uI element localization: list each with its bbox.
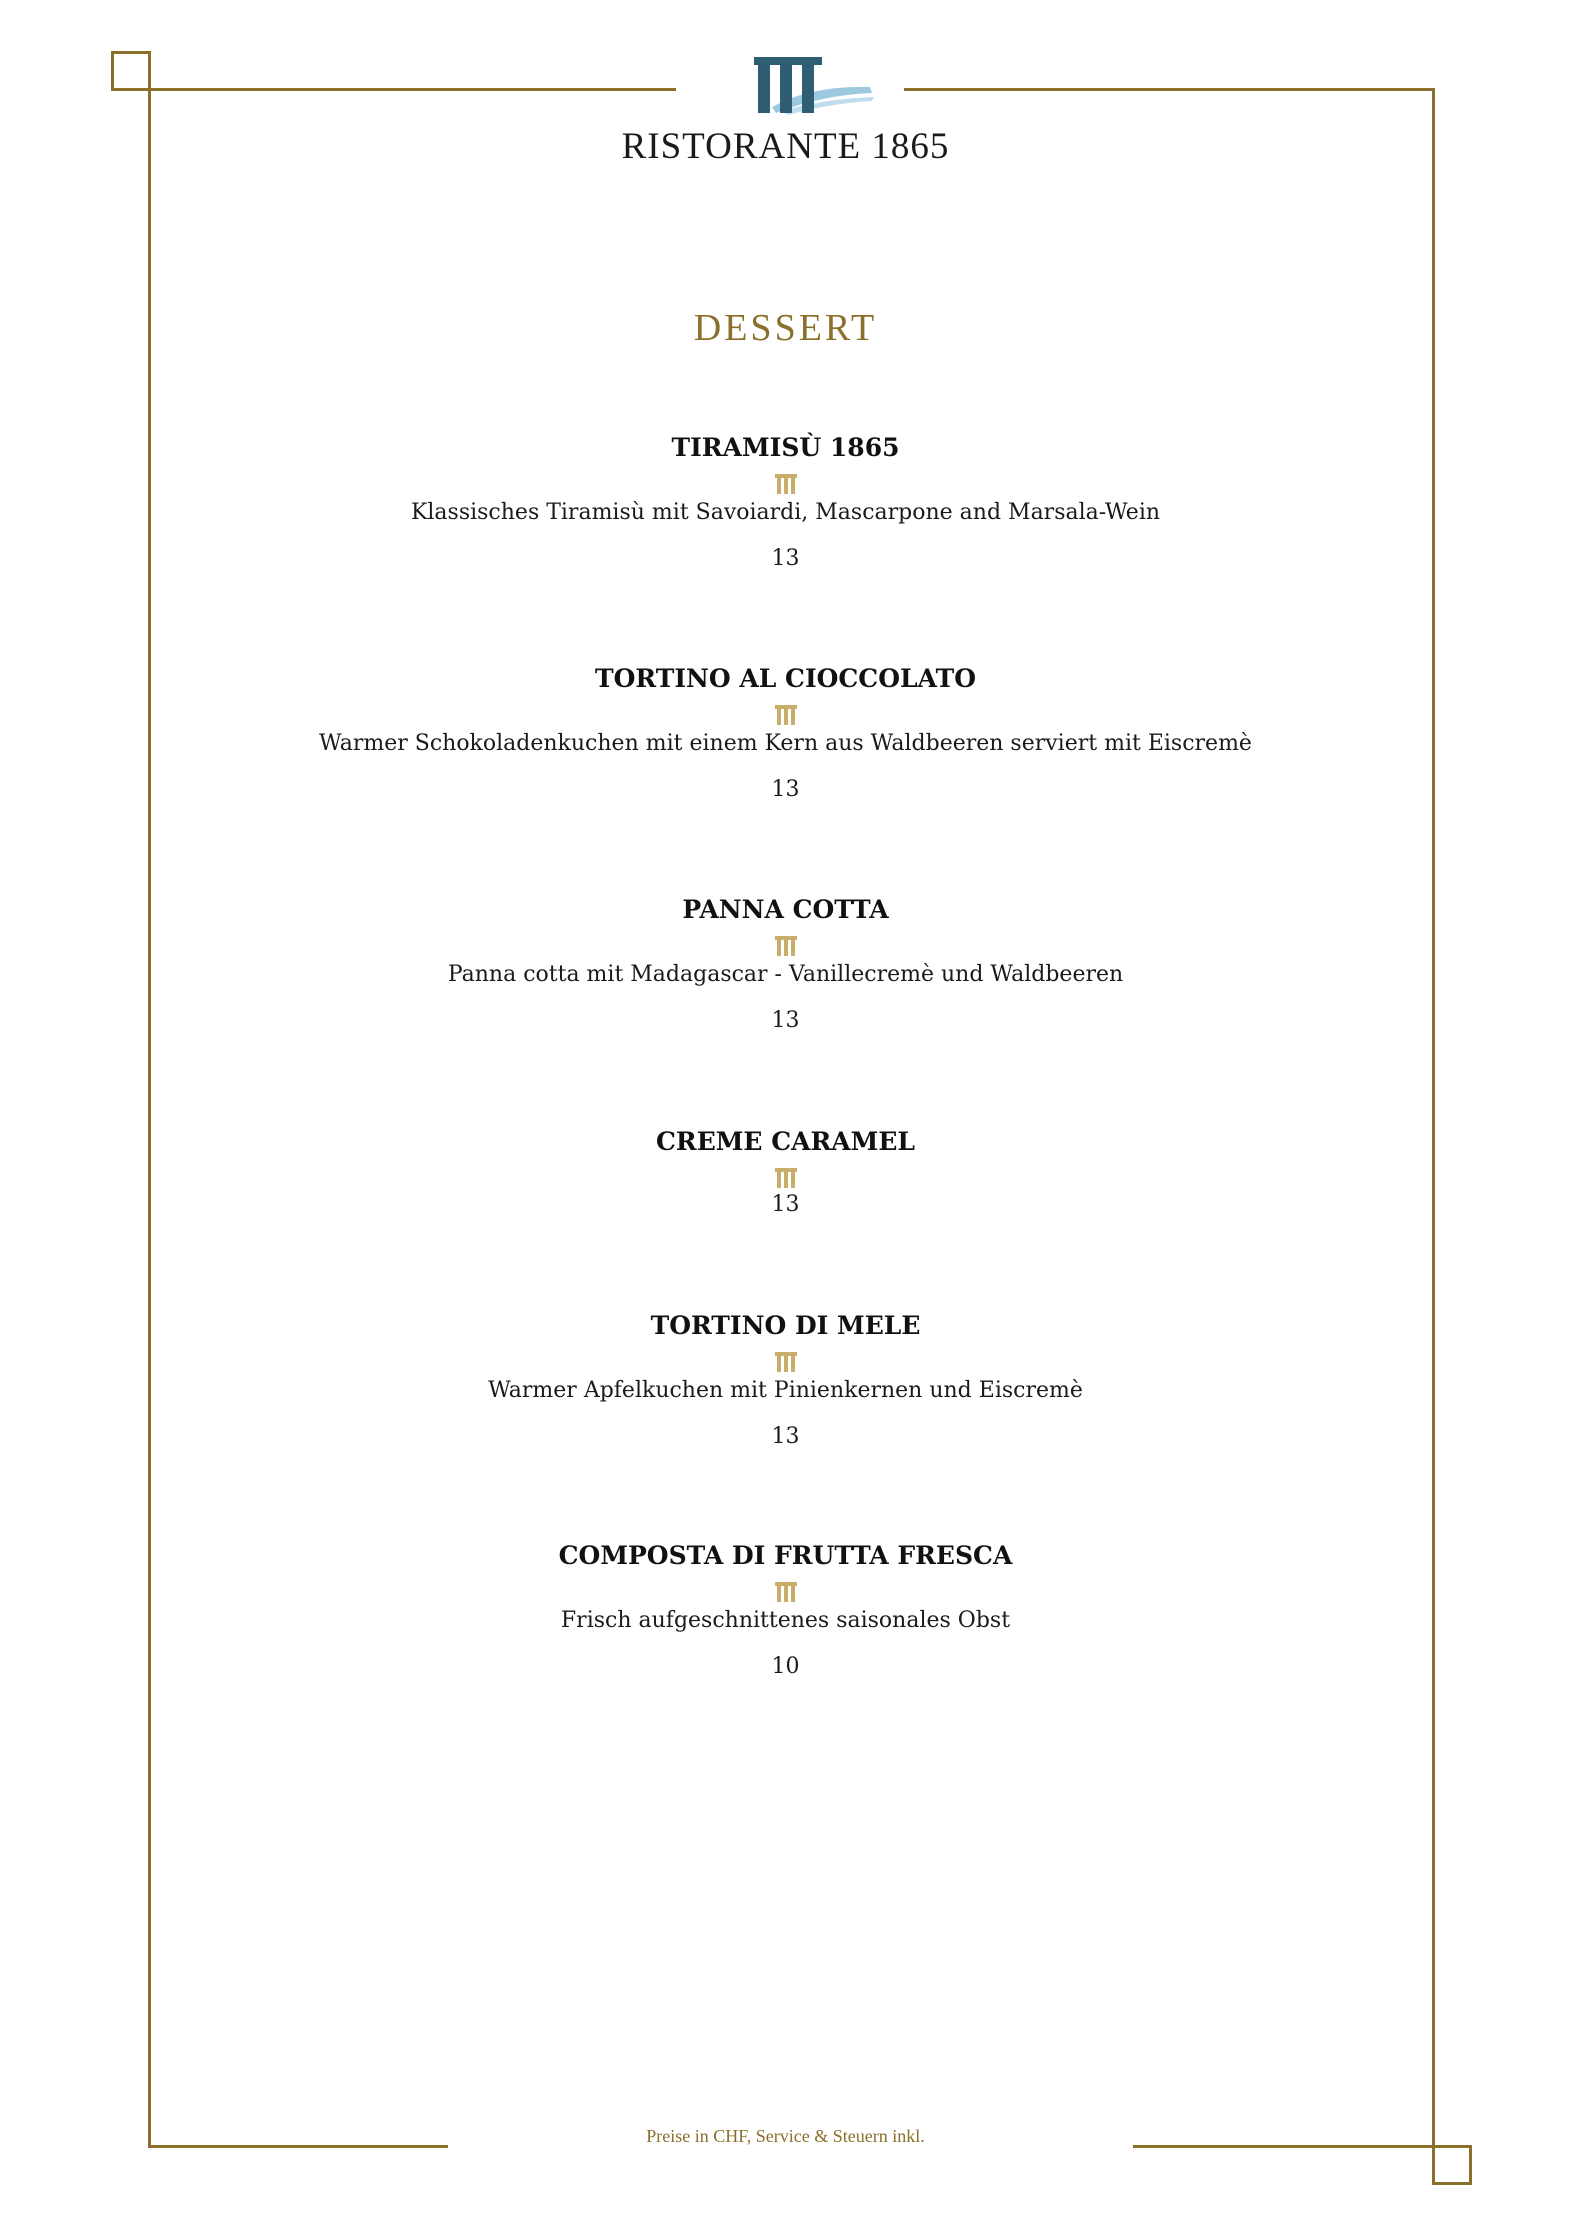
- frame-left-line: [148, 88, 151, 2148]
- menu-item-divider: [0, 704, 1571, 726]
- menu-item-divider: [0, 935, 1571, 957]
- restaurant-name: RISTORANTE 1865: [621, 126, 950, 167]
- restaurant-logo: [752, 55, 882, 115]
- menu-item: [0, 895, 1571, 1035]
- menu-item: [0, 664, 1571, 804]
- menu-item: [0, 1311, 1571, 1451]
- menu-item-price: 13: [771, 1424, 800, 1449]
- menu-item-description: Panna cotta mit Madagascar - Vanillecremè und Waldbeeren: [447, 962, 1124, 987]
- menu-item-description: Frisch aufgeschnittenes saisonales Obst: [560, 1608, 1011, 1633]
- frame-corner-top-left: [111, 51, 151, 91]
- menu-item-price: 13: [771, 777, 800, 802]
- column-divider-icon: [774, 1581, 798, 1603]
- frame-top-left-line: [148, 88, 676, 91]
- menu-item: [0, 1127, 1571, 1219]
- menu-item-name: CREME CARAMEL: [656, 1127, 915, 1156]
- column-divider-icon: [774, 935, 798, 957]
- frame-right-line: [1432, 88, 1435, 2148]
- column-divider-icon: [774, 1167, 798, 1189]
- price-note: Preise in CHF, Service & Steuern inkl.: [646, 2126, 925, 2146]
- menu-item-price: 13: [771, 546, 800, 571]
- menu-item-divider: [0, 473, 1571, 495]
- column-divider-icon: [774, 704, 798, 726]
- menu-item-description: Klassisches Tiramisù mit Savoiardi, Mascarpone and Marsala-Wein: [410, 500, 1161, 525]
- menu-item-name: COMPOSTA DI FRUTTA FRESCA: [558, 1541, 1013, 1570]
- menu-item: [0, 433, 1571, 573]
- menu-item-description: Warmer Apfelkuchen mit Pinienkernen und Eiscremè: [488, 1378, 1083, 1403]
- column-divider-icon: [774, 473, 798, 495]
- menu-item-price: 13: [771, 1008, 800, 1033]
- menu-item-name: PANNA COTTA: [682, 895, 889, 924]
- menu-item-price: 10: [771, 1654, 800, 1679]
- menu-item-name: TORTINO AL CIOCCOLATO: [595, 664, 976, 693]
- menu-item-name: TORTINO DI MELE: [650, 1311, 921, 1340]
- frame-top-right-line: [904, 88, 1435, 91]
- menu-item-divider: [0, 1581, 1571, 1603]
- columns-wave-logo-icon: [752, 55, 882, 115]
- column-divider-icon: [774, 1351, 798, 1373]
- frame-corner-bottom-right: [1432, 2145, 1472, 2185]
- menu-item-name: TIRAMISÙ 1865: [671, 433, 900, 462]
- menu-item-divider: [0, 1167, 1571, 1189]
- menu-item: [0, 1541, 1571, 1681]
- menu-item-divider: [0, 1351, 1571, 1373]
- menu-item-description: Warmer Schokoladenkuchen mit einem Kern aus Waldbeeren serviert mit Eiscremè: [319, 731, 1252, 756]
- section-title: DESSERT: [693, 307, 878, 349]
- menu-item-price: 13: [771, 1192, 800, 1217]
